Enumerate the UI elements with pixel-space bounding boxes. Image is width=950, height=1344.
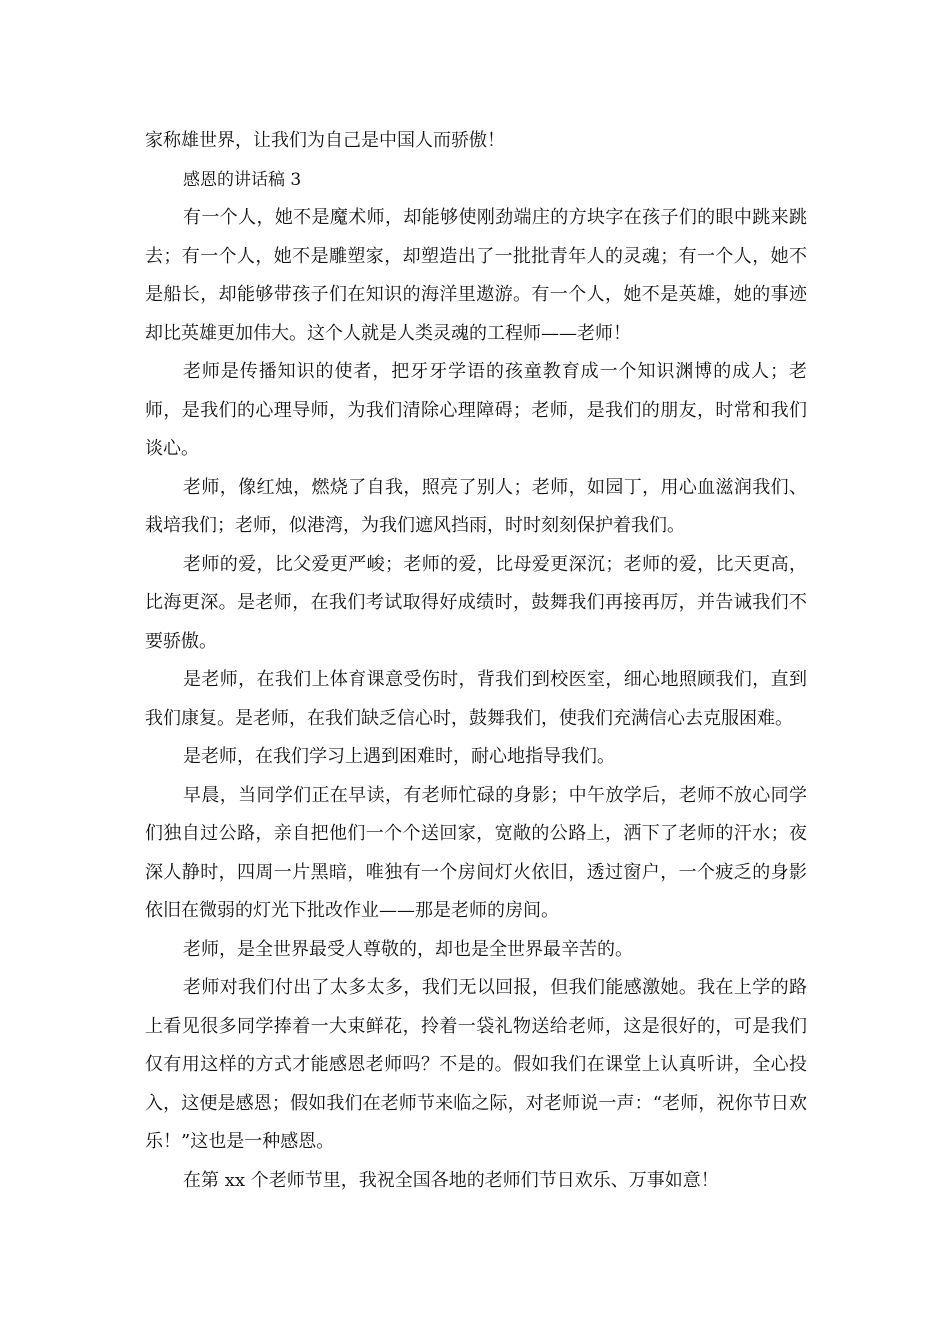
document-page	[145, 122, 807, 1200]
paragraph-7: 早晨，当同学们正在早读，有老师忙碌的身影；中午放学后，老师不放心同学们独自过公路，亲自把他们一个个送回家，宽敞的公路上，洒下了老师的汗水；夜深人静时，四周一片黑暗，唯独有一个房间灯火依旧，透过窗户，一个疲乏的身影依旧在微弱的灯光下批改作业——那是老师的房间。	[145, 784, 807, 921]
paragraph-10: 在第 xx 个老师节里，我祝全国各地的老师们节日欢乐、万事如意！	[183, 1169, 719, 1191]
paragraph-1: 有一个人，她不是魔术师，却能够使刚劲端庄的方块字在孩子们的眼中跳来跳去；有一个人，她不是雕塑家，却塑造出了一批批青年人的灵魂；有一个人，她不是船长，却能够带孩子们在知识的海洋里遨游。有一个人，她不是英雄，她的事迹却比英雄更加伟大。这个人就是人类灵魂的工程师——老师！	[145, 207, 807, 344]
paragraph-4: 老师的爱，比父爱更严峻；老师的爱，比母爱更深沉；老师的爱，比天更高，比海更深。是老师，在我们考试取得好成绩时，鼓舞我们再接再厉，并告诫我们不要骄傲。	[145, 553, 807, 652]
paragraph-9: 老师对我们付出了太多太多，我们无以回报，但我们能感激她。我在上学的路上看见很多同学捧着一大束鲜花，拎着一袋礼物送给老师，这是很好的，可是我们仅有用这样的方式才能感恩老师吗？不是的。假如我们在课堂上认真听讲，全心投入，这便是感恩；假如我们在老师节来临之际，对老师说一声：“老师，祝你节日欢乐！”这也是一种感恩。	[145, 977, 807, 1152]
paragraph-5: 是老师，在我们上体育课意受伤时，背我们到校医室，细心地照顾我们，直到我们康复。是老师，在我们缺乏信心时，鼓舞我们，使我们充满信心去克服困难。	[145, 669, 807, 729]
paragraph-2: 老师是传播知识的使者，把牙牙学语的孩童教育成一个知识渊博的成人；老师，是我们的心理导师，为我们清除心理障碍；老师，是我们的朋友，时常和我们谈心。	[145, 361, 807, 459]
lead-line: 家称雄世界，让我们为自己是中国人而骄傲！	[145, 130, 505, 151]
paragraph-8: 老师，是全世界最受人尊敬的，却也是全世界最辛苦的。	[183, 938, 633, 960]
section-heading: 感恩的讲话稿 3	[183, 169, 302, 190]
paragraph-6: 是老师，在我们学习上遇到困难时，耐心地指导我们。	[183, 746, 615, 767]
paragraph-3: 老师，像红烛，燃烧了自我，照亮了别人；老师，如园丁，用心血滋润我们、栽培我们；老师，似港湾，为我们遮风挡雨，时时刻刻保护着我们。	[145, 476, 807, 536]
